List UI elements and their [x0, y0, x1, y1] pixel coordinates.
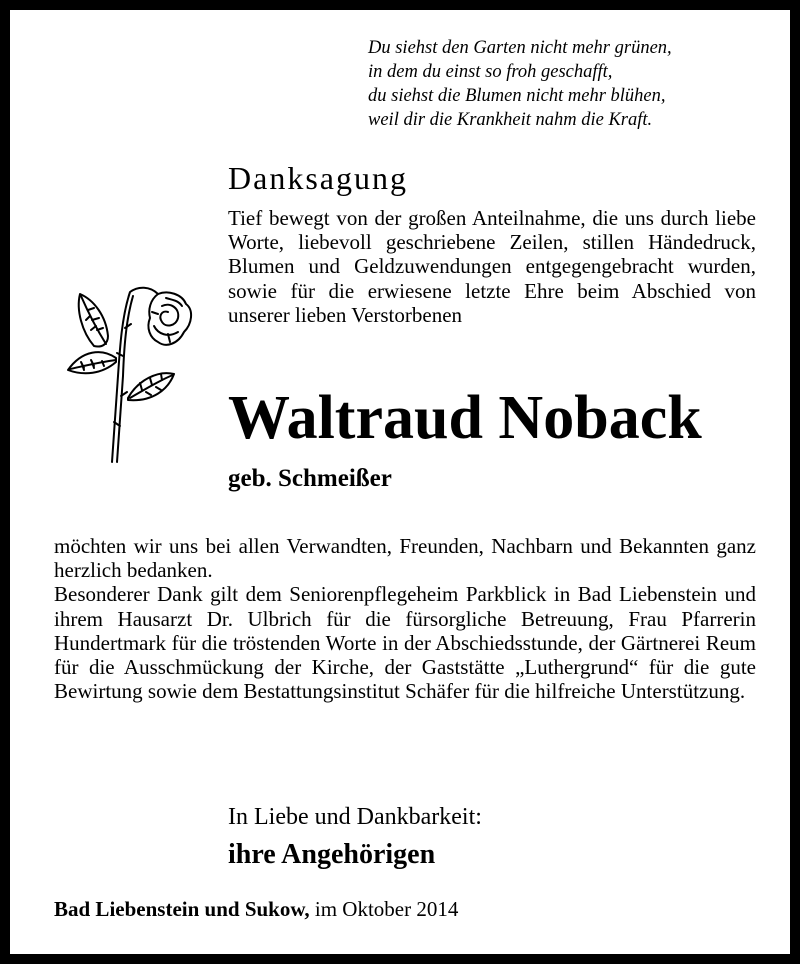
thanks-paragraph: möchten wir uns bei allen Verwandten, Freunden, Nachbarn und Bekannten ganz herzlich bedanken. [54, 534, 756, 583]
closing-phrase: In Liebe und Dankbarkeit: [228, 804, 482, 830]
poem [368, 36, 788, 132]
date: im Oktober 2014 [309, 897, 459, 921]
notice-heading: Danksagung [228, 160, 408, 196]
deceased-name: Waltraud Noback [228, 384, 702, 452]
birth-name: geb. Schmeißer [228, 465, 392, 492]
place-date [54, 894, 458, 924]
rose-illustration-icon [54, 276, 214, 466]
poem-line: in dem du einst so froh geschafft, [368, 62, 613, 82]
poem-line: du siehst die Blumen nicht mehr blühen, [368, 86, 666, 106]
thanks-paragraph: Besonderer Dank gilt dem Seniorenpflegeheim Parkblick in Bad Liebenstein und ihrem Hausarzt Dr. Ulbrich für die fürsorgliche Betreuung, Frau Pfarrerin Hundertmark für die tröstenden Worte in der Abschiedsstunde, der Gärtnerei Reum für die Ausschmückung der Kirche, der Gaststätte „Luthergrund“ für die gute Bewirtung sowie dem Bestattungsinstitut Schäfer für die hilfreiche Unterstützung. [54, 582, 756, 704]
poem-line: weil dir die Krankheit nahm die Kraft. [368, 110, 653, 130]
signatories: ihre Angehörigen [228, 839, 436, 870]
place: Bad Liebenstein und Sukow, [54, 897, 310, 921]
intro-text: Tief bewegt von der großen Anteilnahme, die uns durch liebe Worte, liebevoll geschriebene Zeilen, stillen Händedruck, Blumen und Geldzuwendungen entgegengebracht wurden, sowie für die erwiesene letzte Ehre beim Abschied von unserer lieben Verstorbenen [228, 206, 756, 327]
thanks-body [54, 534, 756, 703]
poem-line: Du siehst den Garten nicht mehr grünen, [368, 38, 672, 58]
